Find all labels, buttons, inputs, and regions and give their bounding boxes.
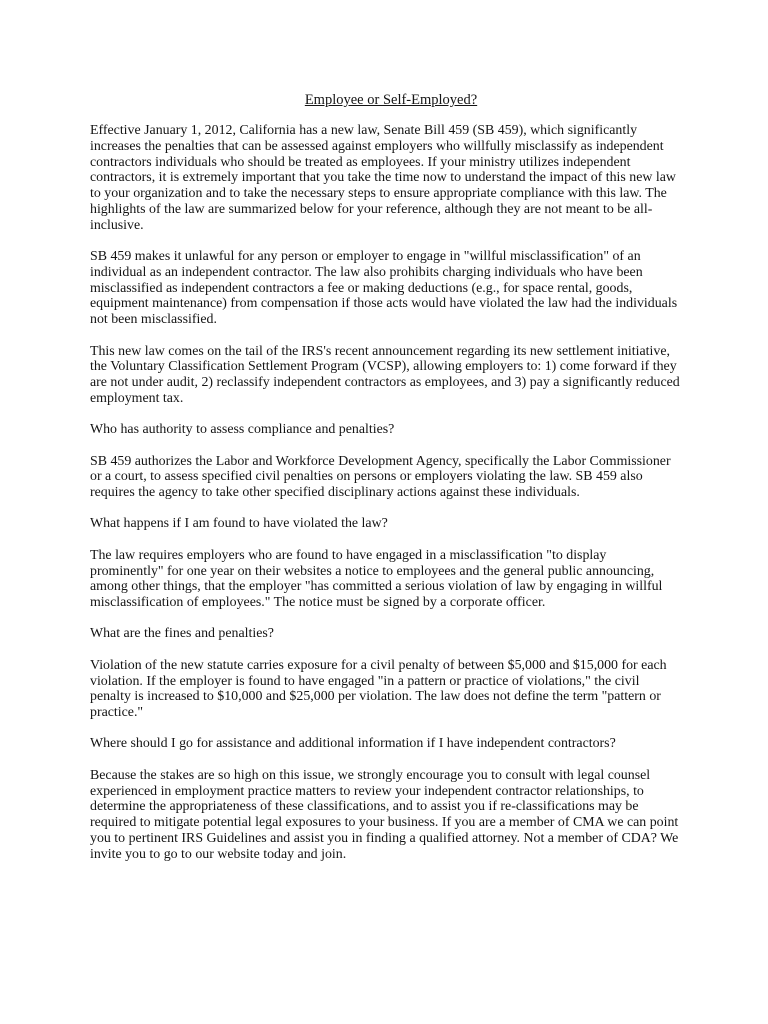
text-line: What are the fines and penalties? bbox=[90, 626, 274, 642]
text-line: SB 459 authorizes the Labor and Workforce Development Agency, specifically the Labor Commissioner bbox=[90, 453, 671, 469]
text-line: practice." bbox=[90, 705, 144, 721]
text-line: or a court, to assess specified civil penalties on persons or employers violating the law. SB 459 also bbox=[90, 469, 643, 485]
text-line: What happens if I am found to have violated the law? bbox=[90, 516, 388, 532]
text-line: contractors individuals who should be treated as employees. If your ministry utilizes independent bbox=[90, 154, 631, 170]
text-line: increases the penalties that can be assessed against employers who willfully misclassify as independent bbox=[90, 138, 664, 154]
text-line: Who has authority to assess compliance and penalties? bbox=[90, 422, 395, 438]
text-line: misclassification of employees." The notice must be signed by a corporate officer. bbox=[90, 595, 546, 611]
body-paragraph bbox=[90, 344, 690, 407]
text-line: Where should I go for assistance and additional information if I have independent contractors? bbox=[90, 736, 616, 752]
section-question bbox=[90, 736, 690, 752]
text-line: are not under audit, 2) reclassify independent contractors as employees, and 3) pay a significantly reduced bbox=[90, 375, 680, 391]
section-question bbox=[90, 516, 690, 532]
text-line: determine the appropriateness of these classifications, and to assist you if re-classifications may be bbox=[90, 799, 639, 815]
text-line: The law requires employers who are found to have engaged in a misclassification "to display bbox=[90, 547, 607, 563]
text-line: inclusive. bbox=[90, 217, 144, 233]
text-line: you to pertinent IRS Guidelines and assist you in finding a qualified attorney. Not a member of CDA? We bbox=[90, 830, 679, 846]
text-line: violation. If the employer is found to have engaged "in a pattern or practice of violations," the civil bbox=[90, 673, 640, 689]
body-paragraph bbox=[90, 768, 690, 863]
text-line: highlights of the law are summarized below for your reference, although they are not meant to be all- bbox=[90, 201, 653, 217]
body-paragraph bbox=[90, 658, 690, 721]
section-question bbox=[90, 626, 690, 642]
text-line: required to mitigate potential legal exposures to your business. If you are a member of CMA we can point bbox=[90, 815, 679, 831]
document-body bbox=[90, 123, 690, 862]
text-line: prominently" for one year on their websites a notice to employees and the general public announcing, bbox=[90, 563, 655, 579]
document-title: Employee or Self-Employed? bbox=[304, 92, 478, 108]
text-line: the Voluntary Classification Settlement Program (VCSP), allowing employers to: 1) come forward if they bbox=[90, 359, 677, 375]
body-paragraph bbox=[90, 249, 690, 328]
text-line: This new law comes on the tail of the IRS's recent announcement regarding its new settlement initiative, bbox=[90, 343, 670, 359]
section-question bbox=[90, 422, 690, 438]
text-line: employment tax. bbox=[90, 390, 184, 406]
text-line: misclassified as independent contractors a fee or making deductions (e.g., for space rental, goods, bbox=[90, 280, 633, 296]
text-line: experienced in employment practice matters to review your independent contractor relationships, to bbox=[90, 783, 644, 799]
text-line: not been misclassified. bbox=[90, 312, 217, 328]
text-line: contractors, it is extremely important that you take the time now to understand the impact of this new law bbox=[90, 170, 676, 186]
text-line: equipment maintenance) from compensation if those acts would have violated the law had the individuals bbox=[90, 296, 678, 312]
text-line: Effective January 1, 2012, California has a new law, Senate Bill 459 (SB 459), which significantly bbox=[90, 123, 638, 138]
text-line: invite you to go to our website today and join. bbox=[90, 846, 347, 862]
text-line: to your organization and to take the necessary steps to ensure appropriate compliance with this law. The bbox=[90, 186, 667, 202]
text-line: individual as an independent contractor. The law also prohibits charging individuals who have been bbox=[90, 264, 643, 280]
text-line: among other things, that the employer "has committed a serious violation of law by engaging in willful bbox=[90, 579, 663, 595]
text-line: SB 459 makes it unlawful for any person or employer to engage in "willful misclassification" of an bbox=[90, 249, 641, 265]
body-paragraph bbox=[90, 548, 690, 611]
body-paragraph bbox=[90, 454, 690, 501]
text-line: penalty is increased to $10,000 and $25,000 per violation. The law does not define the term "pattern or bbox=[90, 689, 661, 705]
text-line: Because the stakes are so high on this issue, we strongly encourage you to consult with legal counsel bbox=[90, 767, 651, 783]
text-line: Violation of the new statute carries exposure for a civil penalty of between $5,000 and $15,000 for each bbox=[90, 657, 667, 673]
document-page bbox=[90, 92, 690, 878]
text-line: requires the agency to take other specified disciplinary actions against these individuals. bbox=[90, 485, 580, 501]
body-paragraph bbox=[90, 123, 690, 234]
